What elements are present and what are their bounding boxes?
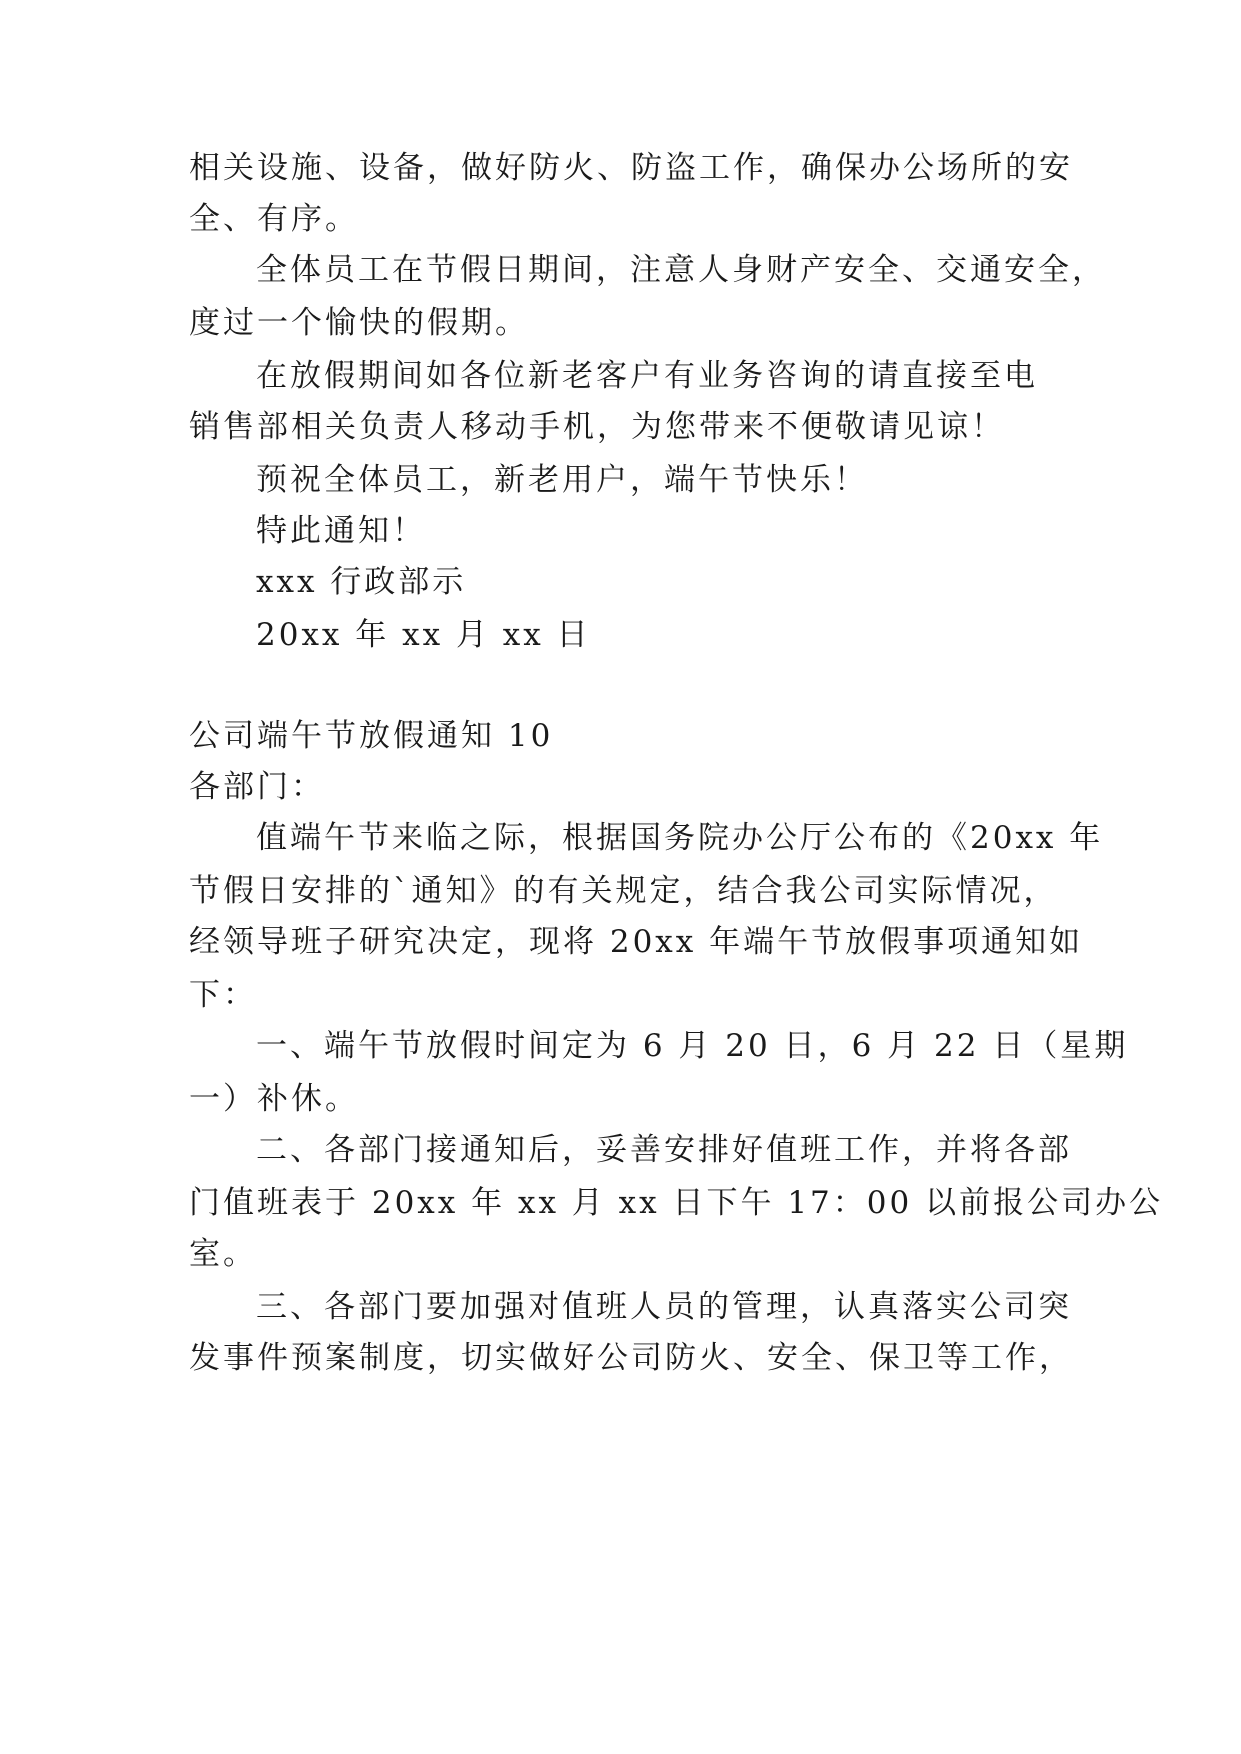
paragraph-line: 节假日安排的`通知》的有关规定，结合我公司实际情况， [189, 873, 1058, 909]
paragraph-line: 值端午节来临之际，根据国务院办公厅公布的《20xx 年 [256, 820, 1104, 856]
salutation: 各部门： [189, 769, 325, 805]
paragraph-line: 一）补休。 [189, 1081, 359, 1117]
paragraph-line: 全、有序。 [189, 201, 359, 237]
paragraph-line: 预祝全体员工，新老用户，端午节快乐！ [256, 462, 868, 498]
paragraph-line: 一、端午节放假时间定为 6 月 20 日，6 月 22 日（星期 [256, 1028, 1129, 1064]
paragraph-line: 门值班表于 20xx 年 xx 月 xx 日下午 17：00 以前报公司办公 [189, 1185, 1164, 1221]
signature-line: xxx 行政部示 [256, 564, 467, 600]
paragraph-line: 下： [189, 977, 257, 1013]
paragraph-line: 特此通知！ [256, 513, 426, 549]
paragraph-line: 经领导班子研究决定，现将 20xx 年端午节放假事项通知如 [189, 924, 1084, 960]
date-line: 20xx 年 xx 月 xx 日 [256, 617, 591, 653]
paragraph-line: 发事件预案制度，切实做好公司防火、安全、保卫等工作， [189, 1340, 1073, 1376]
paragraph-line: 室。 [189, 1236, 257, 1272]
section-title: 公司端午节放假通知 10 [189, 718, 554, 754]
paragraph-line: 销售部相关负责人移动手机，为您带来不便敬请见谅！ [189, 409, 1005, 445]
paragraph-line: 度过一个愉快的假期。 [189, 305, 529, 341]
paragraph-line: 相关设施、设备，做好防火、防盗工作，确保办公场所的安 [189, 150, 1073, 186]
paragraph-line: 在放假期间如各位新老客户有业务咨询的请直接至电 [256, 358, 1038, 394]
paragraph-line: 二、各部门接通知后，妥善安排好值班工作，并将各部 [256, 1132, 1072, 1168]
paragraph-line: 全体员工在节假日期间，注意人身财产安全、交通安全， [256, 252, 1106, 288]
paragraph-line: 三、各部门要加强对值班人员的管理，认真落实公司突 [256, 1289, 1072, 1325]
